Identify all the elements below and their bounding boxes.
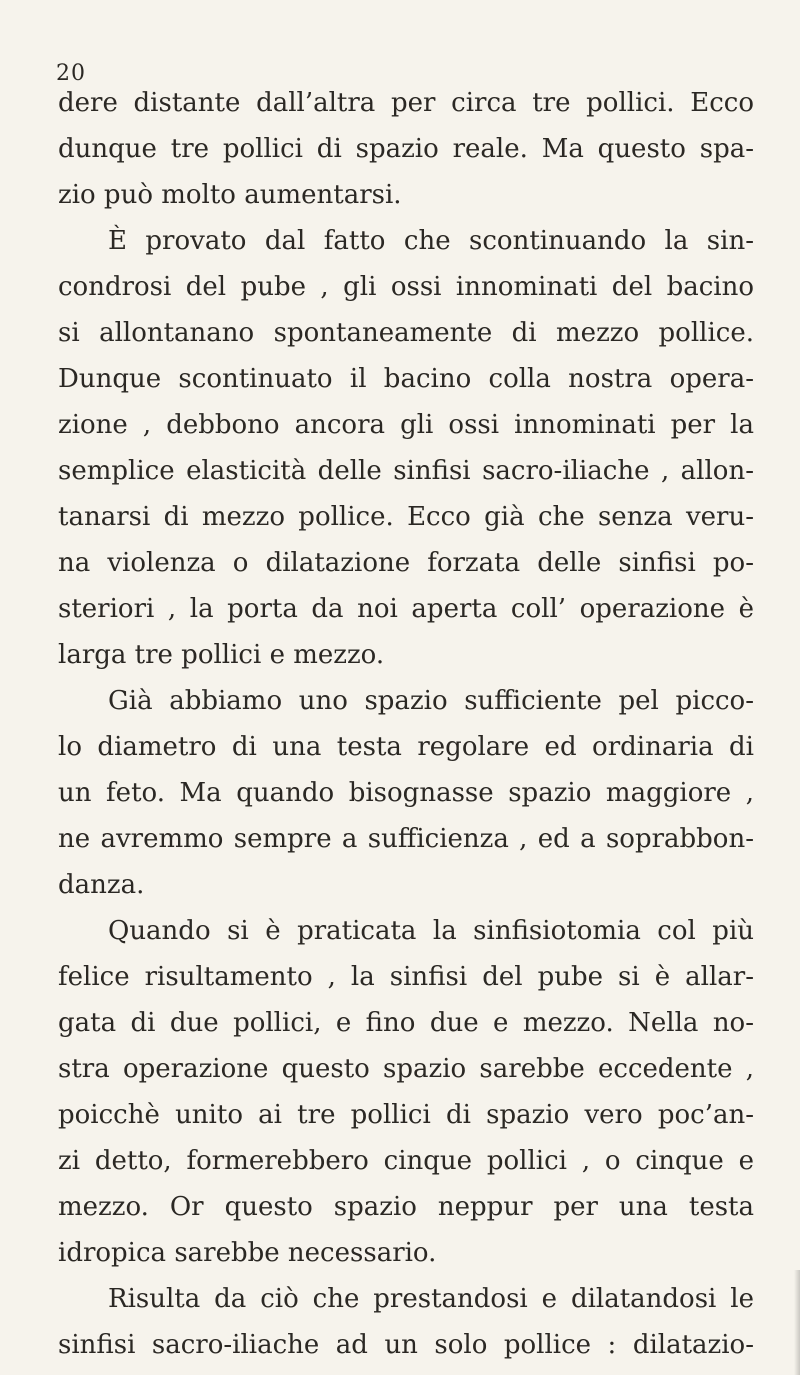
- text-line: Già abbiamo uno spazio sufficiente pel picco-: [108, 686, 754, 716]
- text-line: stra operazione questo spazio sarebbe eccedente ,: [58, 1054, 754, 1084]
- text-line: un feto. Ma quando bisognasse spazio maggiore ,: [58, 778, 754, 808]
- text-line: Quando si è praticata la sinfisiotomia col più: [108, 916, 754, 946]
- text-line: zio può molto aumentarsi.: [58, 180, 402, 210]
- text-line: dunque tre pollici di spazio reale. Ma questo spa-: [58, 134, 754, 164]
- text-line: tanarsi di mezzo pollice. Ecco già che senza veru-: [58, 502, 754, 532]
- text-line: ne avremmo sempre a sufficienza , ed a soprabbon-: [58, 824, 754, 854]
- text-line: condrosi del pube , gli ossi innominati del bacino: [58, 272, 754, 302]
- text-line: na violenza o dilatazione forzata delle sinfisi po-: [58, 548, 754, 578]
- page-edge-shadow: [794, 1270, 800, 1375]
- text-line: poicchè unito ai tre pollici di spazio vero poc’an-: [58, 1100, 754, 1130]
- text-line: larga tre pollici e mezzo.: [58, 640, 385, 670]
- text-line: idropica sarebbe necessario.: [58, 1238, 437, 1268]
- text-line: lo diametro di una testa regolare ed ordinaria di: [58, 732, 754, 762]
- text-line: È provato dal fatto che scontinuando la sin-: [108, 226, 754, 256]
- text-line: Dunque scontinuato il bacino colla nostra opera-: [58, 364, 754, 394]
- text-line: si allontanano spontaneamente di mezzo pollice.: [58, 318, 754, 348]
- text-line: zi detto, formerebbero cinque pollici , o cinque e: [58, 1146, 754, 1176]
- body-text: [58, 80, 754, 1368]
- text-line: Risulta da ciò che prestandosi e dilatandosi le: [108, 1284, 754, 1314]
- text-line: sinfisi sacro-iliache ad un solo pollice : dilatazio-: [58, 1330, 754, 1360]
- text-line: mezzo. Or questo spazio neppur per una testa: [58, 1192, 754, 1222]
- text-line: steriori , la porta da noi aperta coll’ operazione è: [58, 594, 754, 624]
- page-number: 20: [56, 61, 86, 86]
- text-line: dere distante dall’altra per circa tre pollici. Ecco: [58, 88, 754, 118]
- text-line: zione , debbono ancora gli ossi innominati per la: [58, 410, 754, 440]
- text-line: gata di due pollici, e fino due e mezzo. Nella no-: [58, 1008, 754, 1038]
- text-line: danza.: [58, 870, 145, 900]
- text-line: semplice elasticità delle sinfisi sacro-iliache , allon-: [58, 456, 754, 486]
- text-line: felice risultamento , la sinfisi del pube si è allar-: [58, 962, 754, 992]
